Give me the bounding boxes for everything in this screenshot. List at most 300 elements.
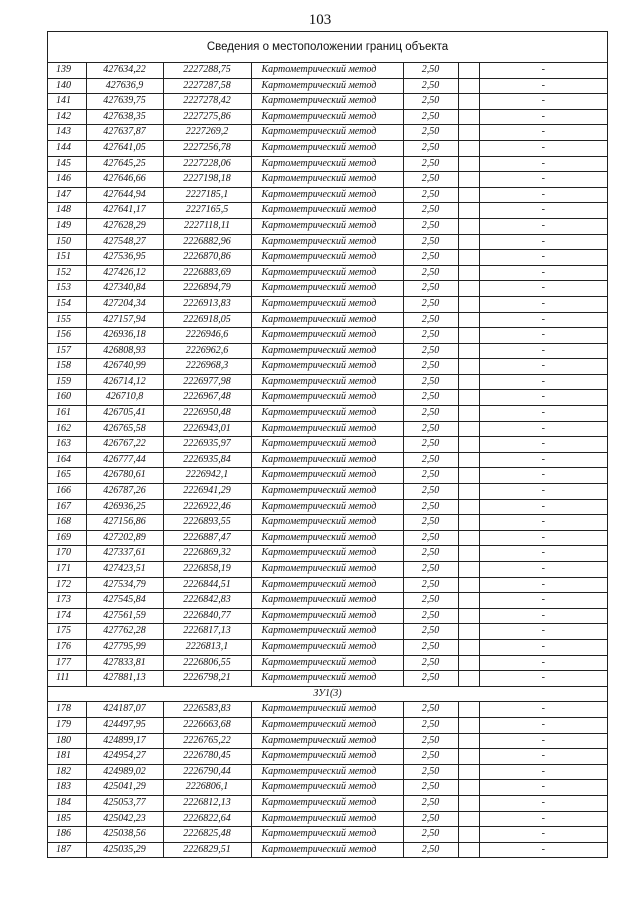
coord-y: 2226941,29 [163, 484, 251, 500]
coord-x: 427645,25 [86, 156, 163, 172]
coord-y: 2226943,01 [163, 421, 251, 437]
table-row [48, 452, 607, 468]
table-row [48, 406, 607, 422]
coord-y: 2227269,2 [163, 125, 251, 141]
point-number: 150 [48, 234, 86, 250]
coord-x: 427204,34 [86, 296, 163, 312]
description: - [479, 717, 607, 733]
accuracy: 2,50 [403, 140, 458, 156]
method: Картометрический метод [251, 374, 403, 390]
blank-cell [458, 499, 479, 515]
description: - [479, 312, 607, 328]
table-row [48, 359, 607, 375]
coord-y: 2226858,19 [163, 562, 251, 578]
table-row [48, 749, 607, 765]
accuracy: 2,50 [403, 109, 458, 125]
description: - [541, 843, 545, 855]
method: Картометрический метод [251, 78, 403, 94]
point-number: 158 [48, 359, 86, 375]
coord-x: 427561,59 [86, 608, 163, 624]
method: Картометрический метод [251, 546, 403, 562]
coord-x: 426936,18 [86, 328, 163, 344]
table-row [48, 733, 607, 749]
coord-y: 2226887,47 [163, 530, 251, 546]
blank-cell [458, 842, 479, 857]
coord-x: 427641,17 [86, 203, 163, 219]
point-number: 165 [48, 468, 86, 484]
coord-x: 427536,95 [86, 250, 163, 266]
description: - [479, 421, 607, 437]
point-number: 154 [48, 296, 86, 312]
coord-x: 426740,99 [86, 359, 163, 375]
blank-cell [458, 593, 479, 609]
coord-x: 425041,29 [86, 780, 163, 796]
accuracy: 2,50 [403, 468, 458, 484]
table-row [48, 390, 607, 406]
blank-cell [458, 655, 479, 671]
point-number: 160 [48, 390, 86, 406]
coord-y: 2227165,5 [163, 203, 251, 219]
point-number: 155 [48, 312, 86, 328]
section-label: ЗУ1(3) [48, 686, 607, 702]
accuracy: 2,50 [403, 125, 458, 141]
blank-cell [458, 421, 479, 437]
table-row [48, 94, 607, 110]
point-number: 111 [48, 671, 86, 687]
method: Картометрический метод [251, 390, 403, 406]
table-row [48, 78, 607, 94]
coord-x: 427545,84 [86, 593, 163, 609]
blank-cell [458, 328, 479, 344]
table-row [48, 499, 607, 515]
table-row [48, 484, 607, 500]
coord-x: 427833,81 [86, 655, 163, 671]
method: Картометрический метод [251, 265, 403, 281]
description: - [479, 811, 607, 827]
table-row [48, 608, 607, 624]
accuracy: 2,50 [403, 764, 458, 780]
method: Картометрический метод [251, 218, 403, 234]
description: - [479, 749, 607, 765]
accuracy: 2,50 [403, 530, 458, 546]
blank-cell [458, 78, 479, 94]
point-number: 139 [48, 63, 86, 78]
coord-x: 427534,79 [86, 577, 163, 593]
coord-x: 427636,9 [86, 78, 163, 94]
coord-x: 425042,23 [86, 811, 163, 827]
blank-cell [458, 343, 479, 359]
table-row [48, 63, 607, 78]
table-row [48, 250, 607, 266]
blank-cell [458, 234, 479, 250]
accuracy: 2,50 [403, 281, 458, 297]
table-row [48, 328, 607, 344]
coord-y: 2226942,1 [163, 468, 251, 484]
coord-x: 426767,22 [86, 437, 163, 453]
description: - [479, 328, 607, 344]
coord-y: 2226950,48 [163, 406, 251, 422]
method: Картометрический метод [251, 764, 403, 780]
table-row [48, 421, 607, 437]
accuracy: 2,50 [403, 702, 458, 718]
method: Картометрический метод [251, 281, 403, 297]
point-number: 187 [48, 842, 86, 857]
coord-y: 2227275,86 [163, 109, 251, 125]
point-number: 176 [48, 639, 86, 655]
coord-y: 2226968,3 [163, 359, 251, 375]
point-number: 144 [48, 140, 86, 156]
point-number: 166 [48, 484, 86, 500]
table-row [48, 234, 607, 250]
description: - [479, 655, 607, 671]
blank-cell [458, 671, 479, 687]
description: - [479, 671, 607, 687]
coord-y: 2226946,6 [163, 328, 251, 344]
method: Картометрический метод [251, 639, 403, 655]
table-row [48, 827, 607, 843]
point-number: 185 [48, 811, 86, 827]
point-number: 164 [48, 452, 86, 468]
description: - [479, 203, 607, 219]
point-number: 143 [48, 125, 86, 141]
blank-cell [458, 702, 479, 718]
blank-cell [458, 281, 479, 297]
blank-cell [458, 250, 479, 266]
method: Картометрический метод [251, 125, 403, 141]
coord-y: 2226825,48 [163, 827, 251, 843]
coord-y: 2226813,1 [163, 639, 251, 655]
method: Картометрический метод [251, 172, 403, 188]
method: Картометрический метод [251, 94, 403, 110]
coord-x: 426765,58 [86, 421, 163, 437]
accuracy: 2,50 [403, 203, 458, 219]
description: - [479, 109, 607, 125]
coord-y: 2227185,1 [163, 187, 251, 203]
accuracy: 2,50 [403, 437, 458, 453]
table-row [48, 140, 607, 156]
point-number: 182 [48, 764, 86, 780]
coord-x: 427881,13 [86, 671, 163, 687]
blank-cell [458, 265, 479, 281]
accuracy: 2,50 [403, 655, 458, 671]
method: Картометрический метод [251, 187, 403, 203]
section-row [48, 686, 607, 702]
method: Картометрический метод [251, 484, 403, 500]
blank-cell [458, 530, 479, 546]
method: Картометрический метод [251, 437, 403, 453]
blank-cell [458, 125, 479, 141]
table-row [48, 109, 607, 125]
blank-cell [458, 359, 479, 375]
method: Картометрический метод [251, 671, 403, 687]
description: - [479, 499, 607, 515]
description: - [479, 218, 607, 234]
blank-cell [458, 218, 479, 234]
point-number: 174 [48, 608, 86, 624]
coord-x: 427795,99 [86, 639, 163, 655]
method: Картометрический метод [251, 296, 403, 312]
coord-x: 427202,89 [86, 530, 163, 546]
accuracy: 2,50 [403, 421, 458, 437]
coord-x: 424187,07 [86, 702, 163, 718]
description: - [479, 795, 607, 811]
point-number: 147 [48, 187, 86, 203]
accuracy: 2,50 [403, 63, 458, 78]
coord-y: 2226798,21 [163, 671, 251, 687]
coord-x: 427426,12 [86, 265, 163, 281]
accuracy: 2,50 [403, 499, 458, 515]
blank-cell [458, 624, 479, 640]
coord-x: 426777,44 [86, 452, 163, 468]
method: Картометрический метод [251, 562, 403, 578]
blank-cell [458, 639, 479, 655]
point-number: 184 [48, 795, 86, 811]
point-number: 173 [48, 593, 86, 609]
description: - [479, 156, 607, 172]
table-title: Сведения о местоположении границ объекта [48, 32, 607, 63]
coord-y: 2226893,55 [163, 515, 251, 531]
point-number: 186 [48, 827, 86, 843]
coord-x: 427157,94 [86, 312, 163, 328]
blank-cell [458, 406, 479, 422]
blank-cell [458, 577, 479, 593]
point-number: 153 [48, 281, 86, 297]
coord-y: 2226913,83 [163, 296, 251, 312]
description: - [479, 78, 607, 94]
coord-y: 2227198,18 [163, 172, 251, 188]
point-number: 149 [48, 218, 86, 234]
description: - [479, 608, 607, 624]
method: Картометрический метод [251, 328, 403, 344]
accuracy: 2,50 [403, 671, 458, 687]
accuracy: 2,50 [403, 515, 458, 531]
accuracy: 2,50 [403, 562, 458, 578]
accuracy: 2,50 [403, 624, 458, 640]
description: - [479, 577, 607, 593]
method: Картометрический метод [251, 827, 403, 843]
point-number: 180 [48, 733, 86, 749]
coord-x: 427762,28 [86, 624, 163, 640]
method: Картометрический метод [251, 811, 403, 827]
point-number: 168 [48, 515, 86, 531]
coord-y: 2227287,58 [163, 78, 251, 94]
accuracy: 2,50 [403, 639, 458, 655]
accuracy: 2,50 [403, 343, 458, 359]
table-row [48, 842, 607, 857]
accuracy: 2,50 [403, 374, 458, 390]
coord-y: 2226806,55 [163, 655, 251, 671]
method: Картометрический метод [251, 655, 403, 671]
table-row [48, 281, 607, 297]
method: Картометрический метод [251, 234, 403, 250]
method: Картометрический метод [251, 406, 403, 422]
point-number: 157 [48, 343, 86, 359]
page-number: 103 [308, 12, 332, 28]
blank-cell [458, 140, 479, 156]
blank-cell [458, 608, 479, 624]
method: Картометрический метод [251, 842, 403, 857]
point-number: 145 [48, 156, 86, 172]
blank-cell [458, 562, 479, 578]
accuracy: 2,50 [403, 749, 458, 765]
description: - [479, 265, 607, 281]
table-row [48, 717, 607, 733]
coord-y: 2226883,69 [163, 265, 251, 281]
point-number: 159 [48, 374, 86, 390]
table-row [48, 218, 607, 234]
point-number: 170 [48, 546, 86, 562]
table-row [48, 296, 607, 312]
method: Картометрический метод [251, 515, 403, 531]
coord-x: 427639,75 [86, 94, 163, 110]
description: - [479, 125, 607, 141]
method: Картометрический метод [251, 452, 403, 468]
accuracy: 2,50 [403, 406, 458, 422]
coord-y: 2227278,42 [163, 94, 251, 110]
table-row [48, 764, 607, 780]
description: - [479, 562, 607, 578]
accuracy: 2,50 [403, 94, 458, 110]
accuracy: 2,50 [403, 795, 458, 811]
coord-y: 2226829,51 [163, 842, 251, 857]
accuracy: 2,50 [403, 452, 458, 468]
table-row [48, 203, 607, 219]
coord-y: 2226977,98 [163, 374, 251, 390]
method: Картометрический метод [251, 530, 403, 546]
method: Картометрический метод [251, 156, 403, 172]
coord-x: 427634,22 [86, 63, 163, 78]
table-row [48, 655, 607, 671]
coord-x: 427337,61 [86, 546, 163, 562]
accuracy: 2,50 [403, 842, 458, 857]
description: - [479, 702, 607, 718]
table-body [48, 63, 607, 857]
table-row [48, 702, 607, 718]
table-row [48, 343, 607, 359]
blank-cell [458, 374, 479, 390]
method: Картометрический метод [251, 795, 403, 811]
accuracy: 2,50 [403, 312, 458, 328]
blank-cell [458, 749, 479, 765]
coord-y: 2226817,13 [163, 624, 251, 640]
table-row [48, 795, 607, 811]
accuracy: 2,50 [403, 811, 458, 827]
table-row [48, 593, 607, 609]
description: - [479, 639, 607, 655]
table-row [48, 530, 607, 546]
coord-x: 424497,95 [86, 717, 163, 733]
blank-cell [458, 63, 479, 78]
accuracy: 2,50 [403, 250, 458, 266]
description: - [479, 764, 607, 780]
method: Картометрический метод [251, 749, 403, 765]
description: - [479, 140, 607, 156]
accuracy: 2,50 [403, 780, 458, 796]
coord-x: 426710,8 [86, 390, 163, 406]
table-row [48, 125, 607, 141]
description: - [479, 343, 607, 359]
method: Картометрический метод [251, 702, 403, 718]
description: - [479, 390, 607, 406]
coord-y: 2226842,83 [163, 593, 251, 609]
blank-cell [458, 390, 479, 406]
table-row [48, 172, 607, 188]
description: - [479, 172, 607, 188]
coord-x: 427548,27 [86, 234, 163, 250]
coord-x: 424954,27 [86, 749, 163, 765]
blank-cell [458, 484, 479, 500]
point-number: 142 [48, 109, 86, 125]
point-number: 162 [48, 421, 86, 437]
method: Картометрический метод [251, 312, 403, 328]
table-row [48, 312, 607, 328]
description: - [479, 359, 607, 375]
table-row [48, 187, 607, 203]
point-number: 171 [48, 562, 86, 578]
coord-y: 2226962,6 [163, 343, 251, 359]
boundary-points-table [48, 63, 607, 857]
coord-x: 426705,41 [86, 406, 163, 422]
accuracy: 2,50 [403, 359, 458, 375]
accuracy: 2,50 [403, 733, 458, 749]
blank-cell [458, 312, 479, 328]
description: - [479, 827, 607, 843]
coord-x: 427423,51 [86, 562, 163, 578]
coord-x: 426808,93 [86, 343, 163, 359]
table-row [48, 515, 607, 531]
point-number: 178 [48, 702, 86, 718]
coord-y: 2226882,96 [163, 234, 251, 250]
table-row [48, 562, 607, 578]
blank-cell [458, 827, 479, 843]
description: - [479, 296, 607, 312]
table-row [48, 780, 607, 796]
coord-y: 2227228,06 [163, 156, 251, 172]
coord-y: 2226822,64 [163, 811, 251, 827]
coord-x: 426780,61 [86, 468, 163, 484]
coord-y: 2226918,05 [163, 312, 251, 328]
coord-y: 2226967,48 [163, 390, 251, 406]
coord-y: 2226844,51 [163, 577, 251, 593]
description: - [479, 234, 607, 250]
table-row [48, 811, 607, 827]
description: - [479, 281, 607, 297]
blank-cell [458, 468, 479, 484]
coord-x: 426787,26 [86, 484, 163, 500]
coord-x: 427638,35 [86, 109, 163, 125]
coord-x: 427156,86 [86, 515, 163, 531]
coord-y: 2226935,84 [163, 452, 251, 468]
coord-x: 427340,84 [86, 281, 163, 297]
accuracy: 2,50 [403, 296, 458, 312]
description: - [479, 780, 607, 796]
blank-cell [458, 795, 479, 811]
accuracy: 2,50 [403, 717, 458, 733]
accuracy: 2,50 [403, 608, 458, 624]
table-row [48, 156, 607, 172]
description: - [479, 187, 607, 203]
coord-y: 2226840,77 [163, 608, 251, 624]
accuracy: 2,50 [403, 484, 458, 500]
blank-cell [458, 172, 479, 188]
coord-x: 427644,94 [86, 187, 163, 203]
coord-y: 2226663,68 [163, 717, 251, 733]
description: - [479, 250, 607, 266]
method: Картометрический метод [251, 624, 403, 640]
coord-x: 425038,56 [86, 827, 163, 843]
description: - [479, 546, 607, 562]
table-row [48, 437, 607, 453]
